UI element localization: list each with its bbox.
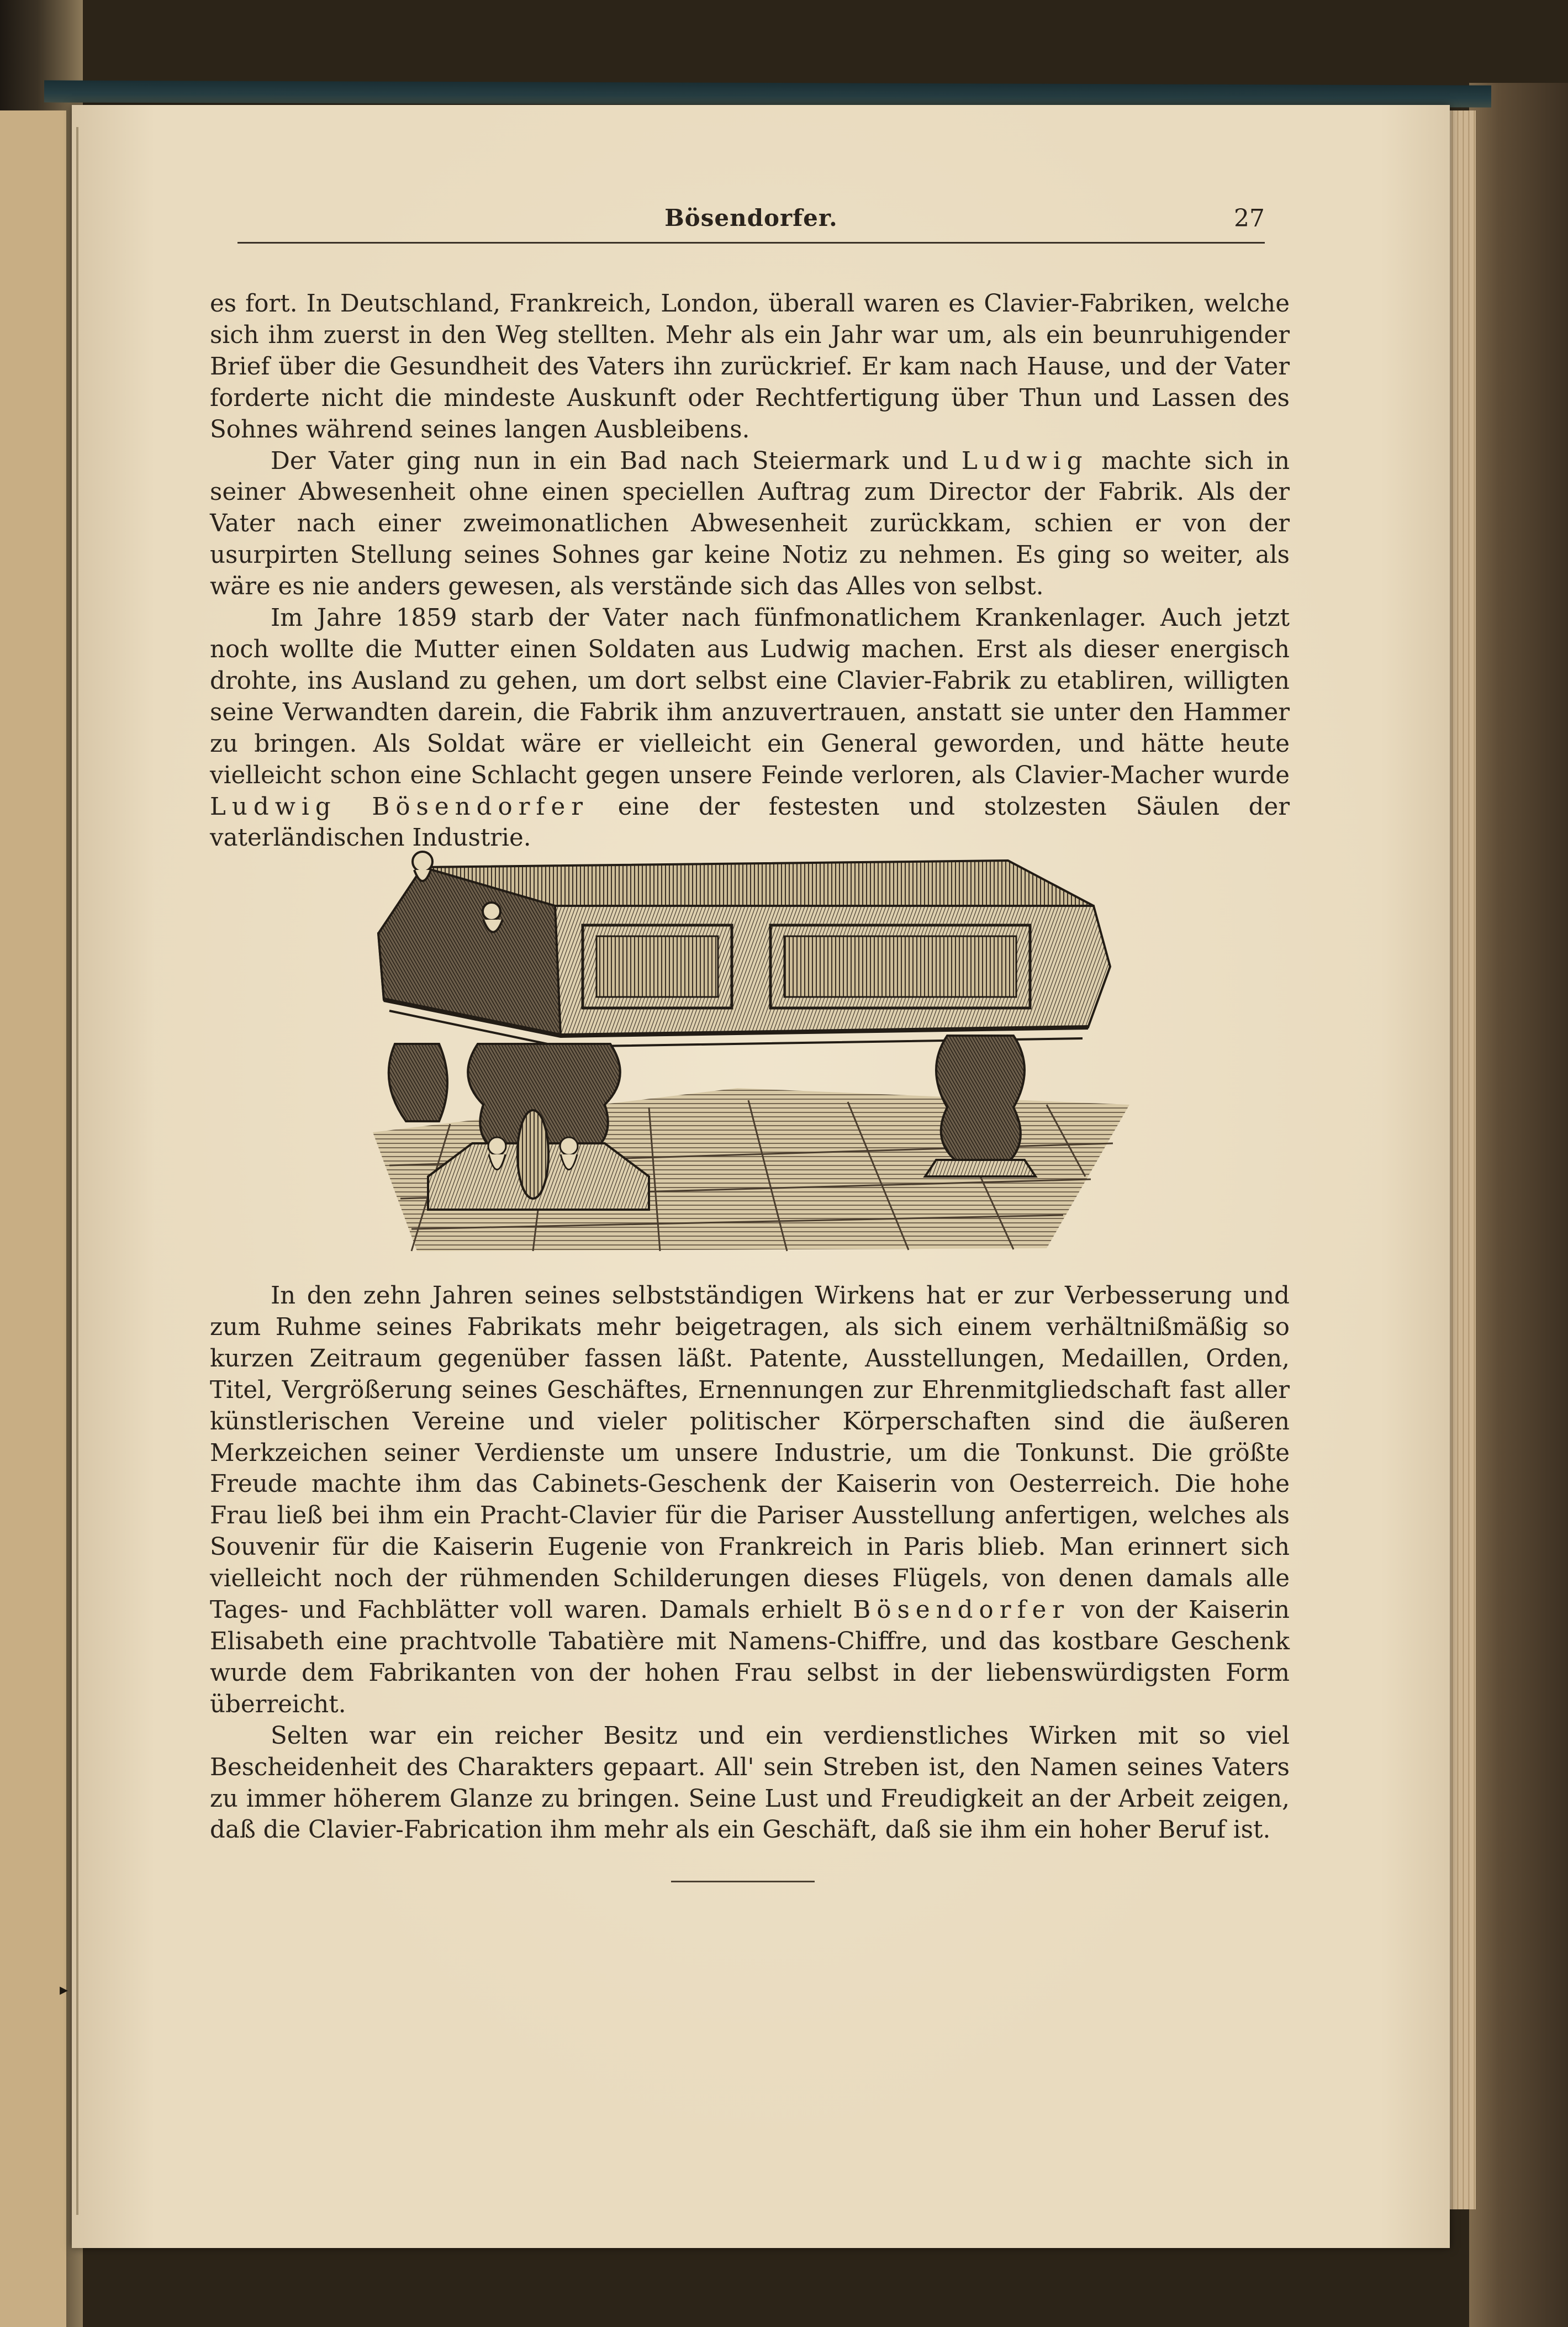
cover-top-edge: [44, 80, 1491, 107]
page-number: 27: [1234, 204, 1265, 233]
header-rule: [237, 242, 1265, 244]
margin-mark: ▸: [60, 1980, 68, 1999]
text-block-bottom: [210, 1280, 1290, 1846]
left-page-edge: [0, 110, 66, 2327]
spaced-name: Ludwig: [961, 447, 1089, 475]
text-block-top: [210, 288, 1290, 854]
piano-engraving-icon: [351, 845, 1135, 1265]
book-cover-edge: [1469, 83, 1568, 2327]
paragraph-zehn-jahren: [210, 1280, 1290, 1721]
text-run: von der Kaiserin Elisabeth eine prachtvolle Tabatière mit Namens-Chiffre, und das kostbare Geschenk wurde dem Fabrikanten von der hohen Frau selbst in der liebenswürdigsten Form überreicht.: [210, 1596, 1290, 1718]
text-run: Im Jahre 1859 starb der Vater nach fünfmonatlichem Krankenlager. Auch jetzt noch wollte die Mutter einen Soldaten aus Ludwig machen. Erst als dieser energisch drohte, ins Ausland zu gehen, um dort selbst eine Clavier-Fabrik zu etabliren, willigten seine Verwandten darein, die Fabrik ihm anzuvertrauen, anstatt sie unter den Hammer zu bringen. Als Soldat wäre er vielleicht ein General geworden, und hätte heute vielleicht schon eine Schlacht gegen unsere Feinde verloren, als Clavier-Macher wurde: [210, 604, 1290, 789]
spaced-name: Ludwig Bösendorfer: [210, 793, 589, 821]
text-run: Der Vater ging nun in ein Bad nach Steiermark und: [271, 447, 962, 475]
paragraph-jahre-1859: [210, 603, 1290, 854]
text-run: In den zehn Jahren seines selbstständigen Wirkens hat er zur Verbesserung und zum Ruhme seines Fabrikats mehr beigetragen, als sich einem verhältnißmäßig so kurzen Zeitraum gegenüber fassen läßt. Patente, Ausstellungen, Medaillen, Orden, Titel, Vergrößerung seines Geschäftes, Ernennungen zur Ehrenmitgliedschaft fast aller künstlerischen Vereine und vieler politischer Körperschaften sind die äußeren Merkzeichen seiner Verdienste um unsere Industrie, um die Tonkunst. Die größte Freude machte ihm das Cabinets-Geschenk der Kaiserin von Oesterreich. Die hohe Frau ließ bei ihm ein Pracht-Clavier für die Pariser Ausstellung anfertigen, welches als Souvenir für die Kaiserin Eugenie von Frankreich in Paris blieb. Man erinnert sich vielleicht noch der rühmenden Schilderungen dieses Flügels, von denen damals alle Tages- und Fachblätter voll waren. Damals erhielt: [210, 1282, 1290, 1624]
paragraph-continuation: [210, 288, 1290, 446]
paragraph-vater-bad: [210, 446, 1290, 603]
text-run: eine der festesten und stolzesten Säulen der vaterländischen Industrie.: [210, 793, 1290, 852]
running-head: [237, 204, 1265, 249]
text-run: machte sich in seiner Abwesenheit ohne einen speciellen Auftrag zum Director der Fabrik. Als der Vater nach einer zweimonatlichen Abwesenheit zurückkam, schien er von der usurpirten Stellung seines Sohnes gar keine Notiz zu nehmen. Es ging so weiter, als wäre es nie anders gewesen, als verstände sich das Alles von selbst.: [210, 447, 1290, 601]
end-rule: [671, 1881, 815, 1882]
text-run: es fort. In Deutschland, Frankreich, London, überall waren es Clavier-Fabriken, welche sich ihm zuerst in den Weg stellten. Mehr als ein Jahr war um, als ein beunruhigender Brief über die Gesundheit des Vaters ihn zurückrief. Er kam nach Hause, und der Vater forderte nicht die mindeste Auskunft oder Rechtfertigung über Thun und Lassen des Sohnes während seines langen Ausbleibens.: [210, 290, 1290, 444]
text-run: Selten war ein reicher Besitz und ein verdienstliches Wirken mit so viel Bescheidenheit des Charakters gepaart. All' sein Streben ist, den Namen seines Vaters zu immer höherem Glanze zu bringen. Seine Lust und Freudigkeit an der Arbeit zeigen, daß die Clavier-Fabrication ihm mehr als ein Geschäft, daß sie ihm ein hoher Beruf ist.: [210, 1722, 1290, 1844]
paragraph-selten: [210, 1721, 1290, 1846]
running-title: Bösendorfer.: [664, 204, 838, 231]
gutter-line: [76, 127, 78, 2215]
spaced-name: Bösendorfer: [853, 1596, 1070, 1624]
